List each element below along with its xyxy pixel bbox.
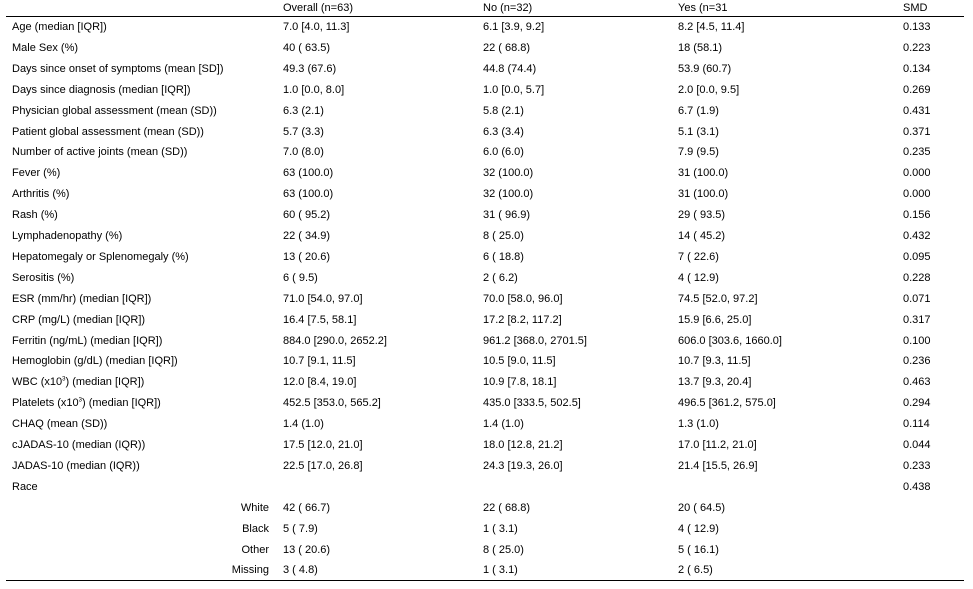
- yes-value: 17.0 [11.2, 21.0]: [678, 439, 757, 451]
- yes-value: 5 ( 16.1): [678, 543, 719, 556]
- yes-value: 31 (100.0): [678, 188, 729, 201]
- table-row: [6, 122, 964, 143]
- yes-value: 10.7 [9.3, 11.5]: [678, 355, 751, 368]
- overall-value: 10.7 [9.1, 11.5]: [283, 355, 356, 368]
- overall-value: 71.0 [54.0, 97.0]: [283, 292, 363, 305]
- no-value: 6 ( 18.8): [483, 250, 524, 263]
- row-label-superscript: 3: [78, 397, 82, 404]
- no-value: 961.2 [368.0, 2701.5]: [483, 334, 587, 347]
- no-value: 435.0 [333.5, 502.5]: [483, 397, 581, 410]
- no-value: 18.0 [12.8, 21.2]: [483, 439, 563, 451]
- overall-value: 5.7 (3.3): [283, 125, 324, 138]
- smd-value: 0.134: [903, 62, 931, 75]
- row-label: ESR (mm/hr) (median [IQR]): [12, 292, 152, 305]
- overall-value: 452.5 [353.0, 565.2]: [283, 397, 381, 410]
- table-row: [6, 351, 964, 372]
- smd-value: 0.228: [903, 271, 931, 284]
- overall-value: 884.0 [290.0, 2652.2]: [283, 334, 387, 347]
- yes-value: 14 ( 45.2): [678, 230, 726, 242]
- yes-value: 15.9 [6.6, 25.0]: [678, 313, 752, 326]
- smd-value: 0.371: [903, 125, 931, 138]
- race-subrow: [6, 560, 964, 581]
- table-row: [6, 393, 964, 414]
- smd-value: 0.100: [903, 334, 931, 347]
- race-category-label: Other: [241, 543, 269, 556]
- smd-value: 0.269: [903, 83, 931, 96]
- smd-value: 0.431: [903, 104, 931, 117]
- smd-value: 0.071: [903, 292, 931, 305]
- race-subrow: [6, 540, 964, 561]
- row-label: Number of active joints (mean (SD)): [12, 146, 188, 159]
- smd-value: 0.463: [903, 376, 931, 389]
- overall-value: 12.0 [8.4, 19.0]: [283, 376, 357, 389]
- row-label-text: ) (median [IQR]): [65, 376, 145, 389]
- table-row: [6, 226, 964, 247]
- overall-value: 22.5 [17.0, 26.8]: [283, 459, 363, 472]
- table-row: [6, 184, 964, 205]
- row-label: [12, 372, 144, 393]
- smd-value: 0.156: [903, 209, 931, 222]
- smd-value: 0.317: [903, 313, 931, 326]
- row-label: Days since onset of symptoms (mean [SD]): [12, 62, 224, 75]
- no-value: 22 ( 68.8): [483, 501, 531, 514]
- overall-value: 16.4 [7.5, 58.1]: [283, 313, 357, 326]
- yes-value: 29 ( 93.5): [678, 209, 726, 222]
- yes-value: 4 ( 12.9): [678, 522, 719, 535]
- table-row: [6, 456, 964, 477]
- yes-value: 53.9 (60.7): [678, 62, 732, 75]
- yes-value: 496.5 [361.2, 575.0]: [678, 397, 776, 410]
- row-label-text: ) (median [IQR]): [82, 397, 161, 410]
- yes-value: 13.7 [9.3, 20.4]: [678, 376, 752, 389]
- smd-value: 0.438: [903, 480, 931, 493]
- no-value: 24.3 [19.3, 26.0]: [483, 459, 563, 472]
- yes-value: 7.9 (9.5): [678, 146, 719, 159]
- no-value: 22 ( 68.8): [483, 41, 531, 54]
- race-category-label: Missing: [231, 564, 269, 577]
- row-label: Race: [12, 480, 38, 493]
- yes-value: 7 ( 22.6): [678, 250, 719, 263]
- overall-value: 7.0 [4.0, 11.3]: [283, 21, 350, 33]
- smd-value: 0.114: [903, 418, 930, 431]
- table-row: [6, 101, 964, 122]
- row-label: Patient global assessment (mean (SD)): [12, 125, 204, 138]
- race-subrow: [6, 519, 964, 540]
- no-value: 1.0 [0.0, 5.7]: [483, 83, 545, 96]
- yes-value: 21.4 [15.5, 26.9]: [678, 459, 758, 472]
- table-row: [6, 372, 964, 393]
- header-yes: Yes (n=31: [678, 2, 728, 14]
- smd-value: 0.000: [903, 188, 931, 201]
- row-label: JADAS-10 (median (IQR)): [12, 459, 140, 472]
- no-value: 8 ( 25.0): [483, 543, 524, 556]
- overall-value: 49.3 (67.6): [283, 62, 337, 75]
- table-row: [6, 80, 964, 101]
- smd-value: 0.294: [903, 397, 931, 410]
- smd-value: 0.233: [903, 459, 931, 472]
- yes-value: 31 (100.0): [678, 167, 729, 180]
- row-label: Arthritis (%): [12, 188, 70, 201]
- table-row: [6, 247, 964, 268]
- table-row: [6, 59, 964, 80]
- overall-value: 17.5 [12.0, 21.0]: [283, 439, 363, 451]
- table-row: [6, 163, 964, 184]
- no-value: 5.8 (2.1): [483, 104, 524, 117]
- no-value: 8 ( 25.0): [483, 230, 524, 242]
- no-value: 6.1 [3.9, 9.2]: [483, 21, 545, 33]
- race-subrow: [6, 498, 964, 519]
- no-value: 17.2 [8.2, 117.2]: [483, 313, 562, 326]
- row-label: Age (median [IQR]): [12, 21, 107, 33]
- row-label: Hepatomegaly or Splenomegaly (%): [12, 250, 189, 263]
- row-label: CRP (mg/L) (median [IQR]): [12, 313, 146, 326]
- no-value: 1 ( 3.1): [483, 522, 518, 535]
- overall-value: 6.3 (2.1): [283, 104, 324, 117]
- yes-value: 18 (58.1): [678, 41, 723, 54]
- no-value: 31 ( 96.9): [483, 209, 531, 222]
- smd-value: 0.432: [903, 230, 931, 242]
- overall-value: 1.4 (1.0): [283, 418, 324, 431]
- no-value: 6.3 (3.4): [483, 125, 524, 138]
- no-value: 32 (100.0): [483, 167, 534, 180]
- overall-value: 6 ( 9.5): [283, 271, 318, 284]
- overall-value: 63 (100.0): [283, 167, 334, 180]
- overall-value: 40 ( 63.5): [283, 41, 331, 54]
- row-label: Hemoglobin (g/dL) (median [IQR]): [12, 355, 178, 368]
- no-value: 1.4 (1.0): [483, 418, 524, 431]
- yes-value: 74.5 [52.0, 97.2]: [678, 292, 758, 305]
- yes-value: 4 ( 12.9): [678, 271, 719, 284]
- table-row: [6, 477, 964, 498]
- row-label: Male Sex (%): [12, 41, 79, 54]
- overall-value: 22 ( 34.9): [283, 230, 331, 242]
- row-label: Physician global assessment (mean (SD)): [12, 104, 217, 117]
- yes-value: 5.1 (3.1): [678, 125, 719, 138]
- header-overall: Overall (n=63): [283, 2, 354, 14]
- row-label-text: Platelets (x10: [12, 397, 79, 410]
- overall-value: 42 ( 66.7): [283, 501, 331, 514]
- yes-value: 8.2 [4.5, 11.4]: [678, 21, 745, 33]
- smd-value: 0.095: [903, 250, 931, 263]
- smd-value: 0.223: [903, 41, 931, 54]
- no-value: 6.0 (6.0): [483, 146, 524, 159]
- smd-value: 0.133: [903, 21, 931, 33]
- no-value: 10.5 [9.0, 11.5]: [483, 355, 556, 368]
- row-label: cJADAS-10 (median (IQR)): [12, 439, 146, 451]
- row-label: [12, 393, 161, 414]
- yes-value: 6.7 (1.9): [678, 104, 719, 117]
- overall-value: 63 (100.0): [283, 188, 334, 201]
- table-row: [6, 435, 964, 456]
- no-value: 10.9 [7.8, 18.1]: [483, 376, 557, 389]
- row-label-superscript: 3: [62, 376, 66, 383]
- table-row: [6, 38, 964, 59]
- table-row: [6, 17, 964, 38]
- table-row: [6, 268, 964, 289]
- no-value: 2 ( 6.2): [483, 271, 518, 284]
- row-label: Lymphadenopathy (%): [12, 230, 123, 242]
- yes-value: 1.3 (1.0): [678, 418, 719, 431]
- table-row: [6, 331, 964, 352]
- smd-value: 0.235: [903, 146, 931, 159]
- yes-value: 606.0 [303.6, 1660.0]: [678, 334, 782, 347]
- no-value: 32 (100.0): [483, 188, 534, 201]
- table-row: [6, 414, 964, 435]
- race-category-label: Black: [242, 522, 269, 535]
- yes-value: 20 ( 64.5): [678, 501, 726, 514]
- yes-value: 2.0 [0.0, 9.5]: [678, 83, 740, 96]
- smd-value: 0.000: [903, 167, 931, 180]
- overall-value: 7.0 (8.0): [283, 146, 324, 159]
- row-label: Ferritin (ng/mL) (median [IQR]): [12, 334, 163, 347]
- overall-value: 3 ( 4.8): [283, 564, 318, 577]
- no-value: 70.0 [58.0, 96.0]: [483, 292, 563, 305]
- overall-value: 5 ( 7.9): [283, 522, 318, 535]
- overall-value: 13 ( 20.6): [283, 250, 331, 263]
- header-no: No (n=32): [483, 2, 533, 14]
- row-label-text: WBC (x10: [12, 376, 63, 389]
- table-row: [6, 289, 964, 310]
- row-label: Rash (%): [12, 209, 58, 222]
- row-label: CHAQ (mean (SD)): [12, 418, 108, 431]
- smd-value: 0.044: [903, 439, 931, 451]
- table-row: [6, 142, 964, 163]
- race-category-label: White: [240, 501, 269, 514]
- row-label: Fever (%): [12, 167, 61, 180]
- row-label: Serositis (%): [12, 271, 75, 284]
- overall-value: 1.0 [0.0, 8.0]: [283, 83, 345, 96]
- overall-value: 60 ( 95.2): [283, 209, 331, 222]
- row-label: Days since diagnosis (median [IQR]): [12, 83, 191, 96]
- overall-value: 13 ( 20.6): [283, 543, 331, 556]
- header-smd: SMD: [903, 2, 928, 14]
- no-value: 44.8 (74.4): [483, 62, 537, 75]
- no-value: 1 ( 3.1): [483, 564, 518, 577]
- smd-value: 0.236: [903, 355, 931, 368]
- table-row: [6, 310, 964, 331]
- table-row: [6, 205, 964, 226]
- yes-value: 2 ( 6.5): [678, 564, 713, 577]
